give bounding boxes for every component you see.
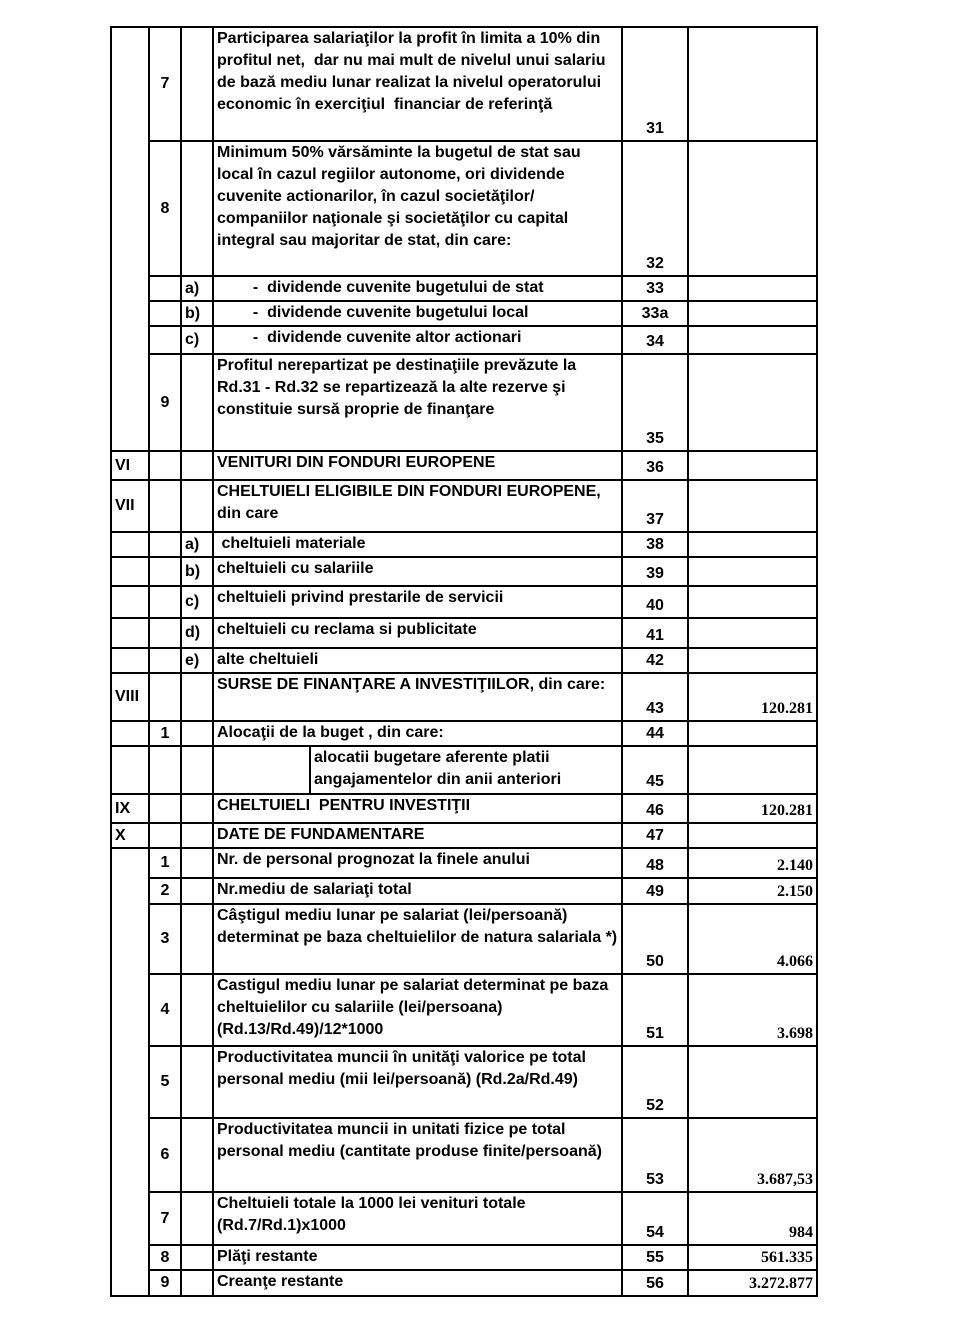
- chapter-cell: VII: [111, 480, 149, 532]
- table-row: [111, 27, 817, 141]
- row-number-cell: [149, 480, 181, 532]
- rd-number-cell: 43: [622, 673, 688, 721]
- chapter-cell: X: [111, 823, 149, 848]
- rd-number-cell: 31: [622, 27, 688, 141]
- rd-number-cell: 42: [622, 648, 688, 673]
- table-row: [111, 326, 817, 354]
- value-cell: [688, 451, 817, 480]
- table-row: [111, 648, 817, 673]
- row-number-cell: 8: [149, 141, 181, 276]
- table-row: [111, 451, 817, 480]
- description-cell: Câştigul mediu lunar pe salariat (lei/persoană) determinat pe baza cheltuielilor de natura salariala *): [213, 904, 622, 974]
- value-cell: [688, 823, 817, 848]
- letter-cell: [181, 354, 213, 451]
- letter-cell: [181, 141, 213, 276]
- value-cell: [688, 721, 817, 746]
- table-row: [111, 557, 817, 586]
- chapter-cell: [111, 721, 149, 746]
- table-row: [111, 673, 817, 721]
- description-cell: cheltuieli materiale: [213, 532, 622, 557]
- row-number-cell: [149, 648, 181, 673]
- description-cell: Plăţi restante: [213, 1245, 622, 1270]
- chapter-cell: [111, 648, 149, 673]
- row-number-cell: [149, 451, 181, 480]
- description-cell: CHELTUIELI ELIGIBILE DIN FONDURI EUROPENE, din care: [213, 480, 622, 532]
- description-cell: Productivitatea muncii în unităţi valorice pe total personal mediu (mii lei/persoană) (Rd.2a/Rd.49): [213, 1046, 622, 1118]
- letter-cell: [181, 451, 213, 480]
- letter-cell: [181, 721, 213, 746]
- value-cell: 2.140: [688, 848, 817, 878]
- chapter-cell: [111, 27, 149, 451]
- value-cell: [688, 557, 817, 586]
- rd-number-cell: 37: [622, 480, 688, 532]
- row-number-cell: [149, 557, 181, 586]
- table-row: [111, 746, 817, 794]
- description-cell: - dividende cuvenite altor actionari: [213, 326, 622, 354]
- row-number-cell: [149, 823, 181, 848]
- letter-cell: [181, 1270, 213, 1296]
- description-cell: - dividende cuvenite bugetului de stat: [213, 276, 622, 301]
- description-cell: VENITURI DIN FONDURI EUROPENE: [213, 451, 622, 480]
- letter-cell: b): [181, 557, 213, 586]
- value-cell: 120.281: [688, 794, 817, 823]
- chapter-cell: [111, 586, 149, 618]
- table-row: [111, 823, 817, 848]
- description-cell: Alocaţii de la buget , din care:: [213, 721, 622, 746]
- chapter-cell: [111, 618, 149, 648]
- value-cell: [688, 276, 817, 301]
- description-cell: Minimum 50% vărsăminte la bugetul de stat sau local în cazul regiilor autonome, ori dividende cuvenite actionarilor, în cazul societăţilor/ companiilor naţionale şi societăţilor cu capital integral sau majoritar de stat, din care:: [213, 141, 622, 276]
- table-row: [111, 618, 817, 648]
- row-number-cell: 4: [149, 974, 181, 1046]
- letter-cell: [181, 823, 213, 848]
- value-cell: 2.150: [688, 878, 817, 904]
- description-cell: cheltuieli cu reclama si publicitate: [213, 618, 622, 648]
- letter-cell: [181, 746, 213, 794]
- table-row: [111, 794, 817, 823]
- letter-cell: [181, 878, 213, 904]
- rd-number-cell: 48: [622, 848, 688, 878]
- table-row: [111, 276, 817, 301]
- rd-number-cell: 35: [622, 354, 688, 451]
- value-cell: [688, 532, 817, 557]
- rd-number-cell: 46: [622, 794, 688, 823]
- rd-number-cell: 52: [622, 1046, 688, 1118]
- description-cell: Cheltuieli totale la 1000 lei venituri totale (Rd.7/Rd.1)x1000: [213, 1192, 622, 1245]
- rd-number-cell: 41: [622, 618, 688, 648]
- description-cell: SURSE DE FINANŢARE A INVESTIŢIILOR, din care:: [213, 673, 622, 721]
- letter-cell: b): [181, 301, 213, 326]
- chapter-cell: [111, 557, 149, 586]
- budget-table-body: [111, 27, 817, 1296]
- table-row: [111, 1245, 817, 1270]
- rd-number-cell: 56: [622, 1270, 688, 1296]
- budget-table: [110, 26, 818, 1297]
- nested-split: [217, 747, 618, 793]
- row-number-cell: 3: [149, 904, 181, 974]
- description-cell: cheltuieli cu salariile: [213, 557, 622, 586]
- row-number-cell: [149, 618, 181, 648]
- description-cell: Participarea salariaţilor la profit în limita a 10% din profitul net, dar nu mai mult de nivelul unui salariu de bază mediu lunar realizat la nivelul operatorului economic în exerciţiul financiar de referinţă: [213, 27, 622, 141]
- value-cell: [688, 301, 817, 326]
- description-cell: Productivitatea muncii in unitati fizice pe total personal mediu (cantitate produse finite/persoană): [213, 1118, 622, 1192]
- value-cell: [688, 480, 817, 532]
- rd-number-cell: 49: [622, 878, 688, 904]
- row-number-cell: [149, 586, 181, 618]
- rd-number-cell: 54: [622, 1192, 688, 1245]
- row-number-cell: 1: [149, 848, 181, 878]
- description-cell: [213, 746, 622, 794]
- chapter-cell: [111, 848, 149, 1296]
- table-row: [111, 1046, 817, 1118]
- value-cell: 3.698: [688, 974, 817, 1046]
- letter-cell: c): [181, 326, 213, 354]
- table-row: [111, 301, 817, 326]
- row-number-cell: 9: [149, 354, 181, 451]
- letter-cell: [181, 27, 213, 141]
- row-number-cell: 6: [149, 1118, 181, 1192]
- letter-cell: a): [181, 532, 213, 557]
- table-row: [111, 1270, 817, 1296]
- description-cell: - dividende cuvenite bugetului local: [213, 301, 622, 326]
- row-number-cell: 7: [149, 27, 181, 141]
- letter-cell: [181, 1118, 213, 1192]
- row-number-cell: [149, 276, 181, 301]
- rd-number-cell: 50: [622, 904, 688, 974]
- description-cell: CHELTUIELI PENTRU INVESTIŢII: [213, 794, 622, 823]
- row-number-cell: [149, 746, 181, 794]
- letter-cell: [181, 673, 213, 721]
- value-cell: 3.272.877: [688, 1270, 817, 1296]
- row-number-cell: 7: [149, 1192, 181, 1245]
- letter-cell: [181, 794, 213, 823]
- chapter-cell: IX: [111, 794, 149, 823]
- rd-number-cell: 38: [622, 532, 688, 557]
- value-cell: [688, 648, 817, 673]
- description-cell: Nr.mediu de salariaţi total: [213, 878, 622, 904]
- letter-cell: [181, 1192, 213, 1245]
- rd-number-cell: 47: [622, 823, 688, 848]
- description-cell: Profitul nerepartizat pe destinaţiile prevăzute la Rd.31 - Rd.32 se repartizează la alte rezerve şi constituie sursă proprie de finanţare: [213, 354, 622, 451]
- letter-cell: a): [181, 276, 213, 301]
- value-cell: [688, 354, 817, 451]
- description-cell: Castigul mediu lunar pe salariat determinat pe baza cheltuielilor cu salariile (lei/persoana) (Rd.13/Rd.49)/12*1000: [213, 974, 622, 1046]
- value-cell: 3.687,53: [688, 1118, 817, 1192]
- value-cell: [688, 141, 817, 276]
- letter-cell: [181, 1245, 213, 1270]
- value-cell: [688, 586, 817, 618]
- value-cell: [688, 1046, 817, 1118]
- row-number-cell: [149, 794, 181, 823]
- rd-number-cell: 55: [622, 1245, 688, 1270]
- rd-number-cell: 45: [622, 746, 688, 794]
- rd-number-cell: 39: [622, 557, 688, 586]
- rd-number-cell: 44: [622, 721, 688, 746]
- letter-cell: [181, 904, 213, 974]
- value-cell: [688, 746, 817, 794]
- row-number-cell: 8: [149, 1245, 181, 1270]
- table-row: [111, 141, 817, 276]
- rd-number-cell: 40: [622, 586, 688, 618]
- row-number-cell: [149, 326, 181, 354]
- value-cell: [688, 618, 817, 648]
- table-row: [111, 1118, 817, 1192]
- description-text: alocatii bugetare aferente platii angajamentelor din anii anteriori: [314, 749, 562, 788]
- rd-number-cell: 36: [622, 451, 688, 480]
- table-row: [111, 848, 817, 878]
- description-cell: Creanţe restante: [213, 1270, 622, 1296]
- letter-cell: [181, 848, 213, 878]
- chapter-cell: VIII: [111, 673, 149, 721]
- chapter-cell: [111, 532, 149, 557]
- letter-cell: c): [181, 586, 213, 618]
- chapter-cell: VI: [111, 451, 149, 480]
- row-number-cell: 5: [149, 1046, 181, 1118]
- row-number-cell: [149, 532, 181, 557]
- row-number-cell: 9: [149, 1270, 181, 1296]
- letter-cell: [181, 480, 213, 532]
- value-cell: 561.335: [688, 1245, 817, 1270]
- value-cell: [688, 27, 817, 141]
- value-cell: 120.281: [688, 673, 817, 721]
- table-row: [111, 532, 817, 557]
- letter-cell: e): [181, 648, 213, 673]
- table-row: [111, 586, 817, 618]
- value-cell: 984: [688, 1192, 817, 1245]
- table-row: [111, 904, 817, 974]
- row-number-cell: 1: [149, 721, 181, 746]
- table-row: [111, 480, 817, 532]
- table-row: [111, 1192, 817, 1245]
- description-cell: DATE DE FUNDAMENTARE: [213, 823, 622, 848]
- row-number-cell: 2: [149, 878, 181, 904]
- rd-number-cell: 33a: [622, 301, 688, 326]
- rd-number-cell: 32: [622, 141, 688, 276]
- description-cell: Nr. de personal prognozat la finele anului: [213, 848, 622, 878]
- rd-number-cell: 51: [622, 974, 688, 1046]
- value-cell: 4.066: [688, 904, 817, 974]
- table-row: [111, 878, 817, 904]
- row-number-cell: [149, 673, 181, 721]
- value-cell: [688, 326, 817, 354]
- table-row: [111, 721, 817, 746]
- letter-cell: [181, 1046, 213, 1118]
- nested-blank: [217, 747, 311, 793]
- table-row: [111, 974, 817, 1046]
- chapter-cell: [111, 746, 149, 794]
- letter-cell: [181, 974, 213, 1046]
- rd-number-cell: 34: [622, 326, 688, 354]
- description-cell: alte cheltuieli: [213, 648, 622, 673]
- table-row: [111, 354, 817, 451]
- row-number-cell: [149, 301, 181, 326]
- rd-number-cell: 33: [622, 276, 688, 301]
- description-cell: cheltuieli privind prestarile de servicii: [213, 586, 622, 618]
- rd-number-cell: 53: [622, 1118, 688, 1192]
- letter-cell: d): [181, 618, 213, 648]
